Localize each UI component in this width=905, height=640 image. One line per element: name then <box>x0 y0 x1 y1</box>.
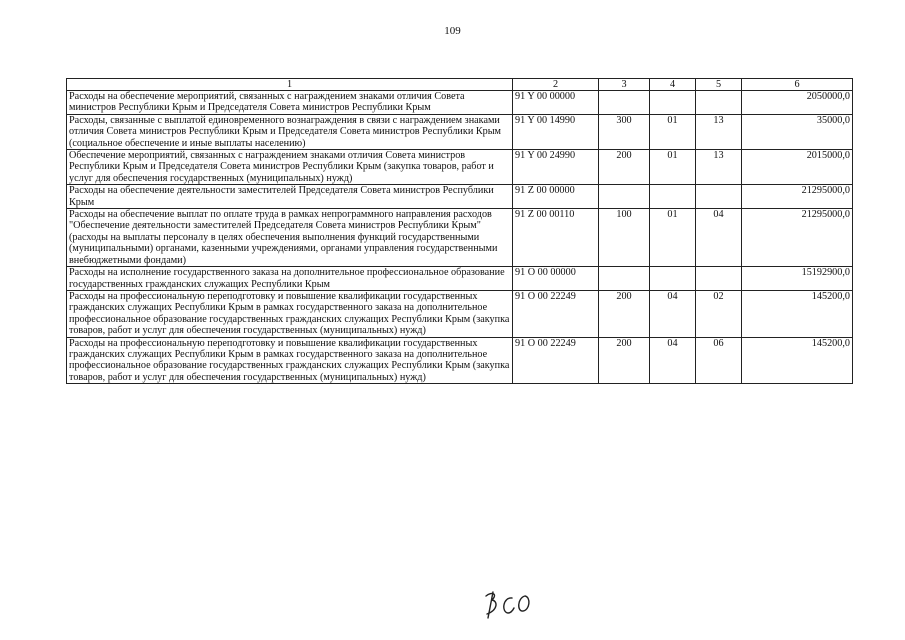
row-pr: 13 <box>696 114 742 149</box>
row-description: Расходы на обеспечение деятельности заместителей Председателя Совета министров Республики Крым <box>67 185 513 209</box>
header-row <box>67 79 853 91</box>
row-code: 91 Z 00 00110 <box>513 209 599 267</box>
row-pr: 04 <box>696 209 742 267</box>
row-pr <box>696 91 742 115</box>
col-header-4: 4 <box>650 79 696 91</box>
row-pr <box>696 267 742 291</box>
row-description: Расходы, связанные с выплатой единовременного вознаграждения в связи с награждением знаками отличия Совета министров Республики Крым и Председателя Совета министров Республики Крым (социальное обеспечение и иные выплаты населению) <box>67 114 513 149</box>
row-rz <box>650 185 696 209</box>
row-code: 91 Y 00 14990 <box>513 114 599 149</box>
col-header-3: 3 <box>599 79 650 91</box>
row-vr <box>599 185 650 209</box>
table-row <box>67 114 853 149</box>
row-vr: 200 <box>599 290 650 337</box>
table-row <box>67 337 853 384</box>
row-amount: 21295000,0 <box>742 185 853 209</box>
table-row <box>67 150 853 185</box>
row-pr <box>696 185 742 209</box>
col-header-5: 5 <box>696 79 742 91</box>
row-rz: 04 <box>650 337 696 384</box>
row-description: Расходы на исполнение государственного заказа на дополнительное профессиональное образование государственных гражданских служащих Республики Крым <box>67 267 513 291</box>
row-amount: 145200,0 <box>742 290 853 337</box>
row-rz <box>650 267 696 291</box>
table-row <box>67 290 853 337</box>
row-code: 91 О 00 22249 <box>513 337 599 384</box>
row-vr: 200 <box>599 337 650 384</box>
row-pr: 02 <box>696 290 742 337</box>
row-vr <box>599 267 650 291</box>
table-row <box>67 185 853 209</box>
budget-table <box>66 78 853 384</box>
row-rz: 01 <box>650 150 696 185</box>
table-row <box>67 91 853 115</box>
row-amount: 2050000,0 <box>742 91 853 115</box>
page-number: 109 <box>444 25 461 37</box>
col-header-2: 2 <box>513 79 599 91</box>
row-pr: 13 <box>696 150 742 185</box>
row-rz: 01 <box>650 209 696 267</box>
row-code: 91 Y 00 24990 <box>513 150 599 185</box>
row-description: Расходы на обеспечение выплат по оплате труда в рамках непрограммного направления расходов "Обеспечение деятельности заместителей Председателя Совета министров Республики Крым" (расходы на выплаты персоналу в целях обеспечения выполнения функций государственными (муниципальными) органами, казенными учреждениями, органами управления государственными внебюджетными фондами) <box>67 209 513 267</box>
row-vr: 200 <box>599 150 650 185</box>
row-code: 91 О 00 00000 <box>513 267 599 291</box>
row-amount: 2015000,0 <box>742 150 853 185</box>
row-rz: 01 <box>650 114 696 149</box>
row-pr: 06 <box>696 337 742 384</box>
row-vr: 100 <box>599 209 650 267</box>
row-vr: 300 <box>599 114 650 149</box>
row-amount: 145200,0 <box>742 337 853 384</box>
col-header-6: 6 <box>742 79 853 91</box>
row-vr <box>599 91 650 115</box>
row-rz <box>650 91 696 115</box>
row-description: Расходы на обеспечение мероприятий, связанных с награждением знаками отличия Совета министров Республики Крым и Председателя Совета министров Республики Крым <box>67 91 513 115</box>
row-amount: 35000,0 <box>742 114 853 149</box>
table-row <box>67 209 853 267</box>
handwritten-note <box>478 588 538 620</box>
row-amount: 15192900,0 <box>742 267 853 291</box>
row-description: Расходы на профессиональную переподготовку и повышение квалификации государственных гражданских служащих Республики Крым в рамках государственного заказа на дополнительное профессиональное образование государственных гражданских служащих Республики Крым (закупка товаров, работ и услуг для обеспечения государственных (муниципальных) нужд) <box>67 290 513 337</box>
row-description: Расходы на профессиональную переподготовку и повышение квалификации государственных гражданских служащих Республики Крым в рамках государственного заказа на дополнительное профессиональное образование государственных гражданских служащих Республики Крым (закупка товаров, работ и услуг для обеспечения государственных (муниципальных) нужд) <box>67 337 513 384</box>
row-description: Обеспечение мероприятий, связанных с награждением знаками отличия Совета министров Республики Крым и Председателя Совета министров Республики Крым (закупка товаров, работ и услуг для обеспечения государственных (муниципальных) нужд) <box>67 150 513 185</box>
row-code: 91 Y 00 00000 <box>513 91 599 115</box>
col-header-1: 1 <box>67 79 513 91</box>
table-row <box>67 267 853 291</box>
row-rz: 04 <box>650 290 696 337</box>
row-amount: 21295000,0 <box>742 209 853 267</box>
row-code: 91 О 00 22249 <box>513 290 599 337</box>
row-code: 91 Z 00 00000 <box>513 185 599 209</box>
